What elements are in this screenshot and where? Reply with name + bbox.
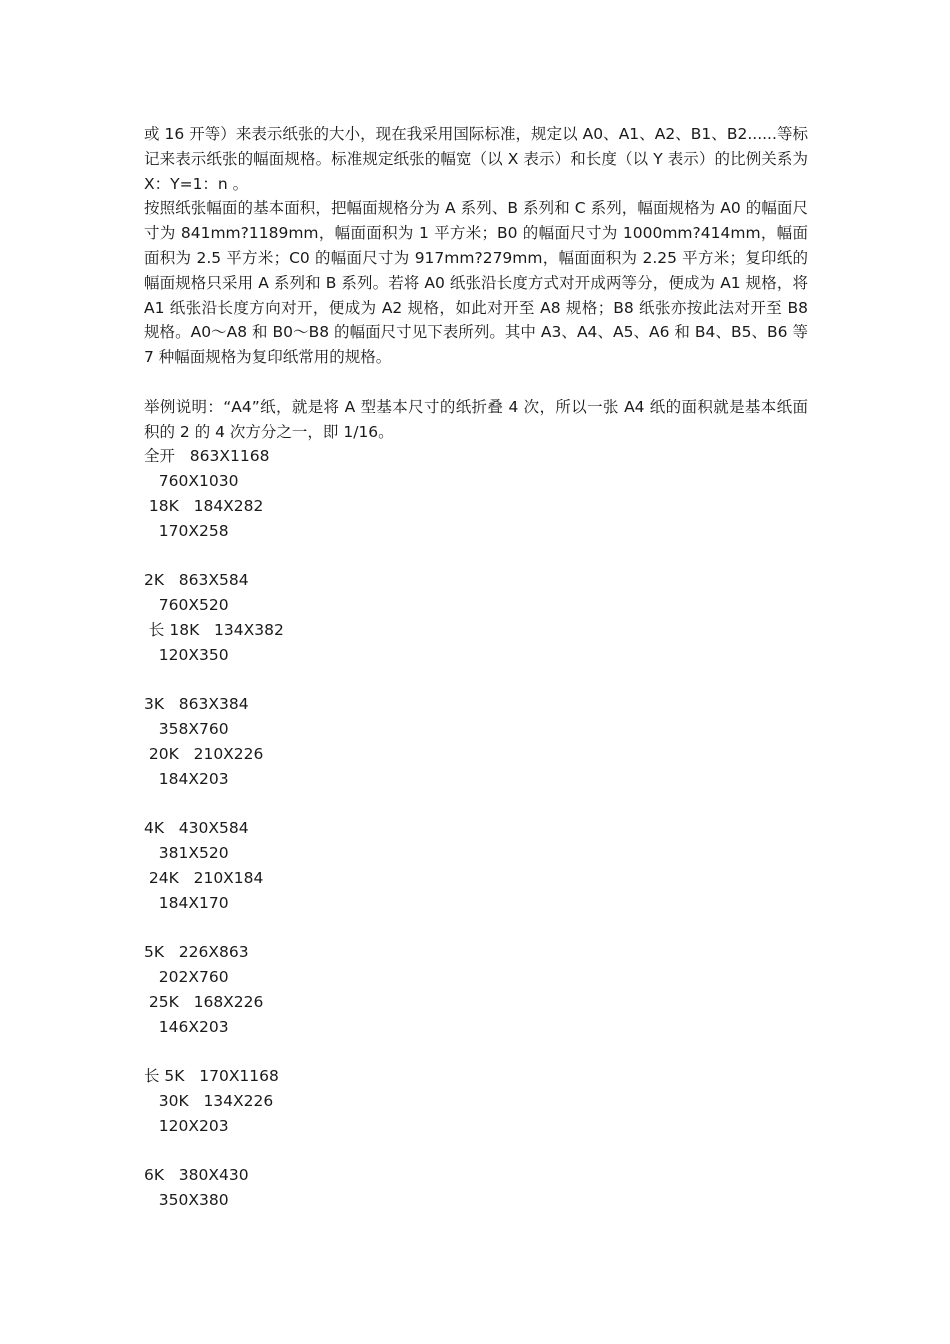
size-list-item: 6K 380X430 xyxy=(144,1166,249,1185)
size-list-item: 30K 134X226 xyxy=(144,1092,274,1111)
size-list-gap xyxy=(144,544,808,569)
size-list-gap xyxy=(144,1039,808,1064)
size-list-gap xyxy=(144,1139,808,1164)
size-list-item: 202X760 xyxy=(144,968,229,987)
size-list-item: 24K 210X184 xyxy=(144,868,264,887)
size-list-item: 长 18K 134X382 xyxy=(144,620,284,639)
paragraph-gap xyxy=(144,370,808,395)
size-list-item: 184X170 xyxy=(144,893,229,912)
size-list-item: 5K 226X863 xyxy=(144,943,249,962)
size-list-item: 146X203 xyxy=(144,1017,229,1036)
size-list-item: 25K 168X226 xyxy=(144,992,264,1011)
size-list-item: 184X203 xyxy=(144,769,229,788)
paper-size-list xyxy=(144,444,808,1213)
size-list-item: 350X380 xyxy=(144,1191,229,1210)
size-list-item: 381X520 xyxy=(144,844,229,863)
size-list-item: 全开 863X1168 xyxy=(144,447,270,466)
size-list-item: 18K 184X282 xyxy=(144,496,264,515)
size-list-item: 760X520 xyxy=(144,596,229,615)
size-list-gap xyxy=(144,916,808,941)
size-list-item: 3K 863X384 xyxy=(144,695,249,714)
size-list-gap xyxy=(144,792,808,817)
size-list-item: 120X350 xyxy=(144,645,229,664)
intro-paragraph: 或 16 开等）来表示纸张的大小，现在我采用国际标准，规定以 A0、A1、A2、B1、B2......等标记来表示纸张的幅面规格。标准规定纸张的幅宽（以 X 表示）和长度（以 Y 表示）的比例关系为 X：Y=1：n 。 xyxy=(144,125,808,193)
size-list-item: 120X203 xyxy=(144,1116,229,1135)
example-paragraph: 举例说明：“A4”纸，就是将 A 型基本尺寸的纸折叠 4 次，所以一张 A4 纸的面积就是基本纸面积的 2 的 4 次方分之一，即 1/16。 xyxy=(144,397,808,441)
series-paragraph: 按照纸张幅面的基本面积，把幅面规格分为 A 系列、B 系列和 C 系列，幅面规格为 A0 的幅面尺寸为 841mm?1189mm，幅面面积为 1 平方米；B0 的幅面尺寸为 1000mm?414mm，幅面面积为 2.5 平方米；C0 的幅面尺寸为 917mm?279mm，幅面面积为 2.25 平方米；复印纸的幅面规格只采用 A 系列和 B 系列。若将 A0 纸张沿长度方式对开成两等分，便成为 A1 规格，将 A1 纸张沿长度方向对开，便成为 A2 规格，如此对开至 A8 规格；B8 纸张亦按此法对开至 B8 规格。A0～A8 和 B0～B8 的幅面尺寸见下表所列。其中 A3、A4、A5、A6 和 B4、B5、B6 等 7 种幅面规格为复印纸常用的规格。 xyxy=(144,199,808,367)
size-list-item: 4K 430X584 xyxy=(144,819,249,838)
document-page xyxy=(144,122,808,1213)
size-list-item: 2K 863X584 xyxy=(144,571,249,590)
size-list-item: 170X258 xyxy=(144,521,229,540)
size-list-item: 20K 210X226 xyxy=(144,744,264,763)
size-list-item: 358X760 xyxy=(144,720,229,739)
size-list-gap xyxy=(144,668,808,693)
size-list-item: 760X1030 xyxy=(144,472,239,491)
size-list-item: 长 5K 170X1168 xyxy=(144,1067,279,1086)
